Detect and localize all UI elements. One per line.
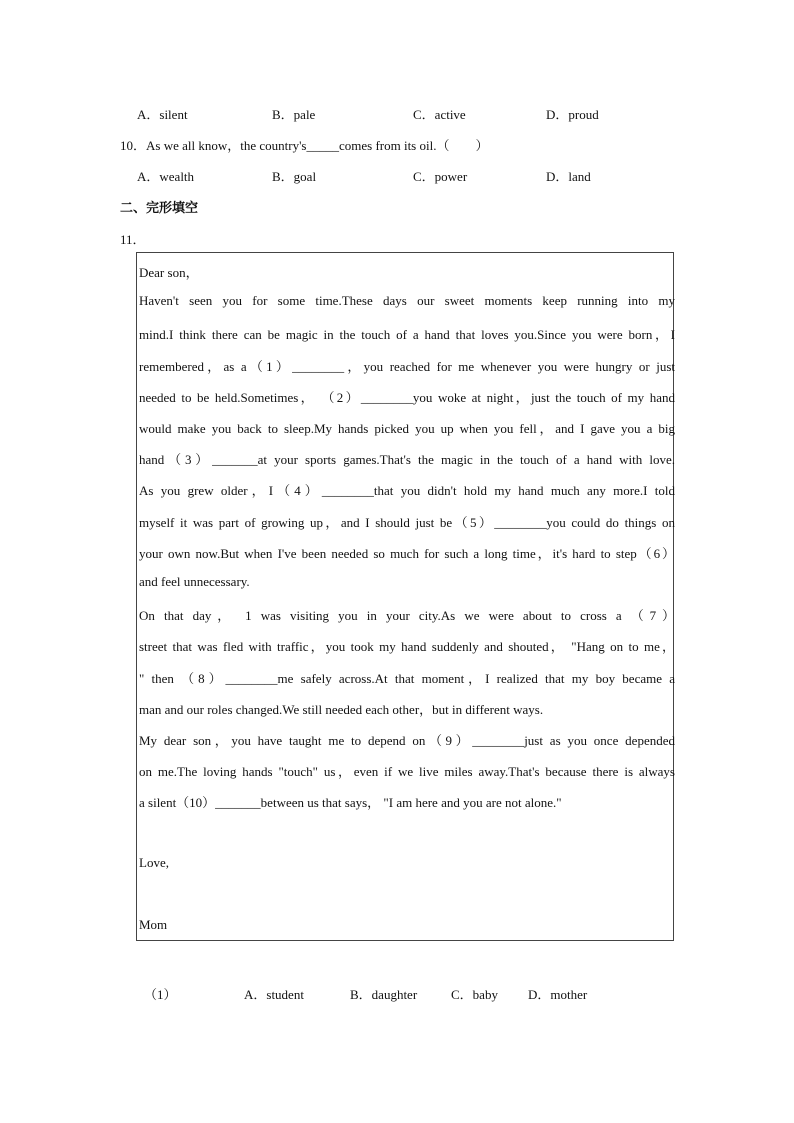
q11-sub1-number: （1） (144, 987, 177, 1002)
letter-line: Haven't seen you for some time.These days our sweet moments keep running into my (139, 293, 675, 308)
letter-line: As you grew older，I（4）________that you didn't hold my hand much any more.I told (139, 483, 675, 498)
letter-line: mind.I think there can be magic in the touch of a hand that loves you.Since you were born，I (139, 327, 675, 342)
q10-option-a[interactable]: A．wealth (137, 169, 195, 184)
q9-option-b[interactable]: B．pale (272, 107, 316, 122)
letter-line: hand（3）_______at your sports games.That's the magic in the touch of a hand with love. (139, 452, 675, 467)
q10-option-b[interactable]: B．goal (272, 169, 317, 184)
q9-option-c[interactable]: C．active (413, 107, 466, 122)
letter-line: myself it was part of growing up，and I should just be（5）________you could do things on (139, 515, 675, 530)
letter-line: remembered，as a（1）________，you reached for me whenever you were hungry or just (139, 359, 675, 374)
letter-closing: Love, (139, 855, 169, 870)
q11-sub1-option-d[interactable]: D．mother (528, 987, 588, 1002)
letter-line: My dear son，you have taught me to depend on（9）________just as you once depended (139, 733, 675, 748)
q9-option-a[interactable]: A．silent (137, 107, 188, 122)
q10-stem: 10．As we all know，the country's_____comes from its oil.（ ） (120, 138, 489, 153)
letter-line: a silent（10）_______between us that says， "I am here and you are not alone." (139, 795, 562, 810)
letter-line: " then （8）________me safely across.At that moment，I realized that my boy became a (139, 671, 675, 686)
q10-option-d[interactable]: D．land (546, 169, 591, 184)
letter-line: street that was fled with traffic，you took my hand suddenly and shouted， "Hang on to me， (139, 639, 675, 654)
q10-option-c[interactable]: C．power (413, 169, 468, 184)
letter-line: on me.The loving hands "touch" us，even if we live miles away.That's because there is always (139, 764, 675, 779)
letter-line: would make you back to sleep.My hands picked you up when you fell，and I gave you a big (139, 421, 675, 436)
letter-line: your own now.But when I've been needed so much for such a long time，it's hard to step（6） (139, 546, 675, 561)
letter-line: Dear son， (139, 265, 199, 280)
letter-line: and feel unnecessary. (139, 574, 250, 589)
letter-line: man and our roles changed.We still needed each other，but in different ways. (139, 702, 544, 717)
letter-line: needed to be held.Sometimes， （2）________you woke at night，just the touch of my hand (139, 390, 675, 405)
letter-signature: Mom (139, 917, 168, 932)
q11-sub1-option-b[interactable]: B．daughter (350, 987, 418, 1002)
q11-sub1-option-c[interactable]: C．baby (451, 987, 498, 1002)
q11-number: 11． (120, 232, 146, 247)
letter-line: On that day， 1 was visiting you in your city.As we were about to cross a （7） (139, 608, 675, 623)
section-title: 二、完形填空 (120, 201, 199, 216)
q9-option-d[interactable]: D．proud (546, 107, 599, 122)
q11-sub1-option-a[interactable]: A．student (244, 987, 304, 1002)
